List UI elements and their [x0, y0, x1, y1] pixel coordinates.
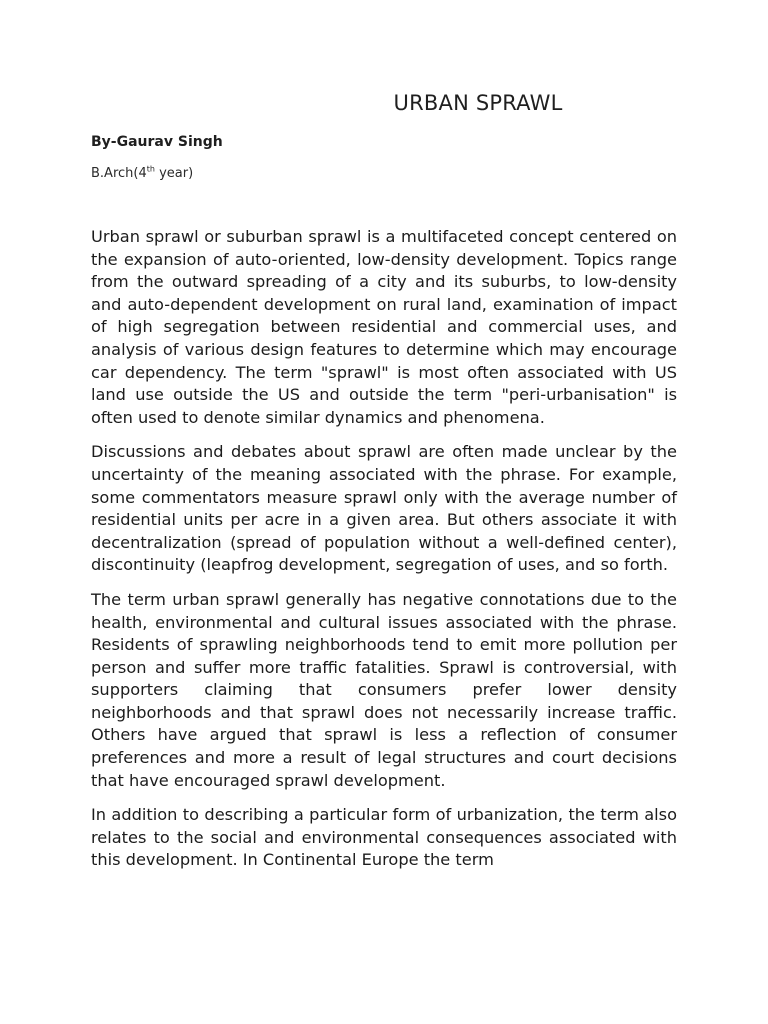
degree-suffix: year) [154, 166, 194, 181]
paragraph: Urban sprawl or suburban sprawl is a multifaceted concept centered on the expansion of auto-oriented, low-density development. Topics range from the outward spreading of a city and its suburbs, to low-density and auto-dependent development on rural land, examination of impact of high segregation between residential and commercial uses, and analysis of various design features to determine which may encourage car dependency. The term "sprawl" is most often associated with US land use outside the US and outside the term "peri-urbanisation" is often used to denote similar dynamics and phenomena. [91, 227, 677, 427]
paragraph: The term urban sprawl generally has negative connotations due to the health, environmental and cultural issues associated with the phrase. Residents of sprawling neighborhoods tend to emit more pollution per person and suffer more traffic fatalities. Sprawl is controversial, with supporters claiming that consumers prefer lower density neighborhoods and that sprawl does not necessarily increase traffic. Others have argued that sprawl is less a reflection of consumer preferences and more a result of legal structures and court decisions that have encouraged sprawl development. [91, 589, 677, 790]
author-line: By-Gaurav Singh [91, 134, 223, 150]
document-body [91, 226, 677, 884]
degree-line [91, 166, 193, 181]
paragraph: Discussions and debates about sprawl are often made unclear by the uncertainty of the meaning associated with the phrase. For example, some commentators measure sprawl only with the average number of residential units per acre in a given area. But others associate it with decentralization (spread of population without a well-defined center), discontinuity (leapfrog development, segregation of uses, and so forth. [91, 442, 677, 575]
degree-superscript: th [146, 164, 155, 174]
degree-prefix: B.Arch(4 [91, 166, 147, 181]
paragraph: In addition to describing a particular form of urbanization, the term also relates to the social and environmental consequences associated with this development. In Continental Europe the term [91, 805, 677, 870]
document-title: URBAN SPRAWL [393, 91, 563, 115]
